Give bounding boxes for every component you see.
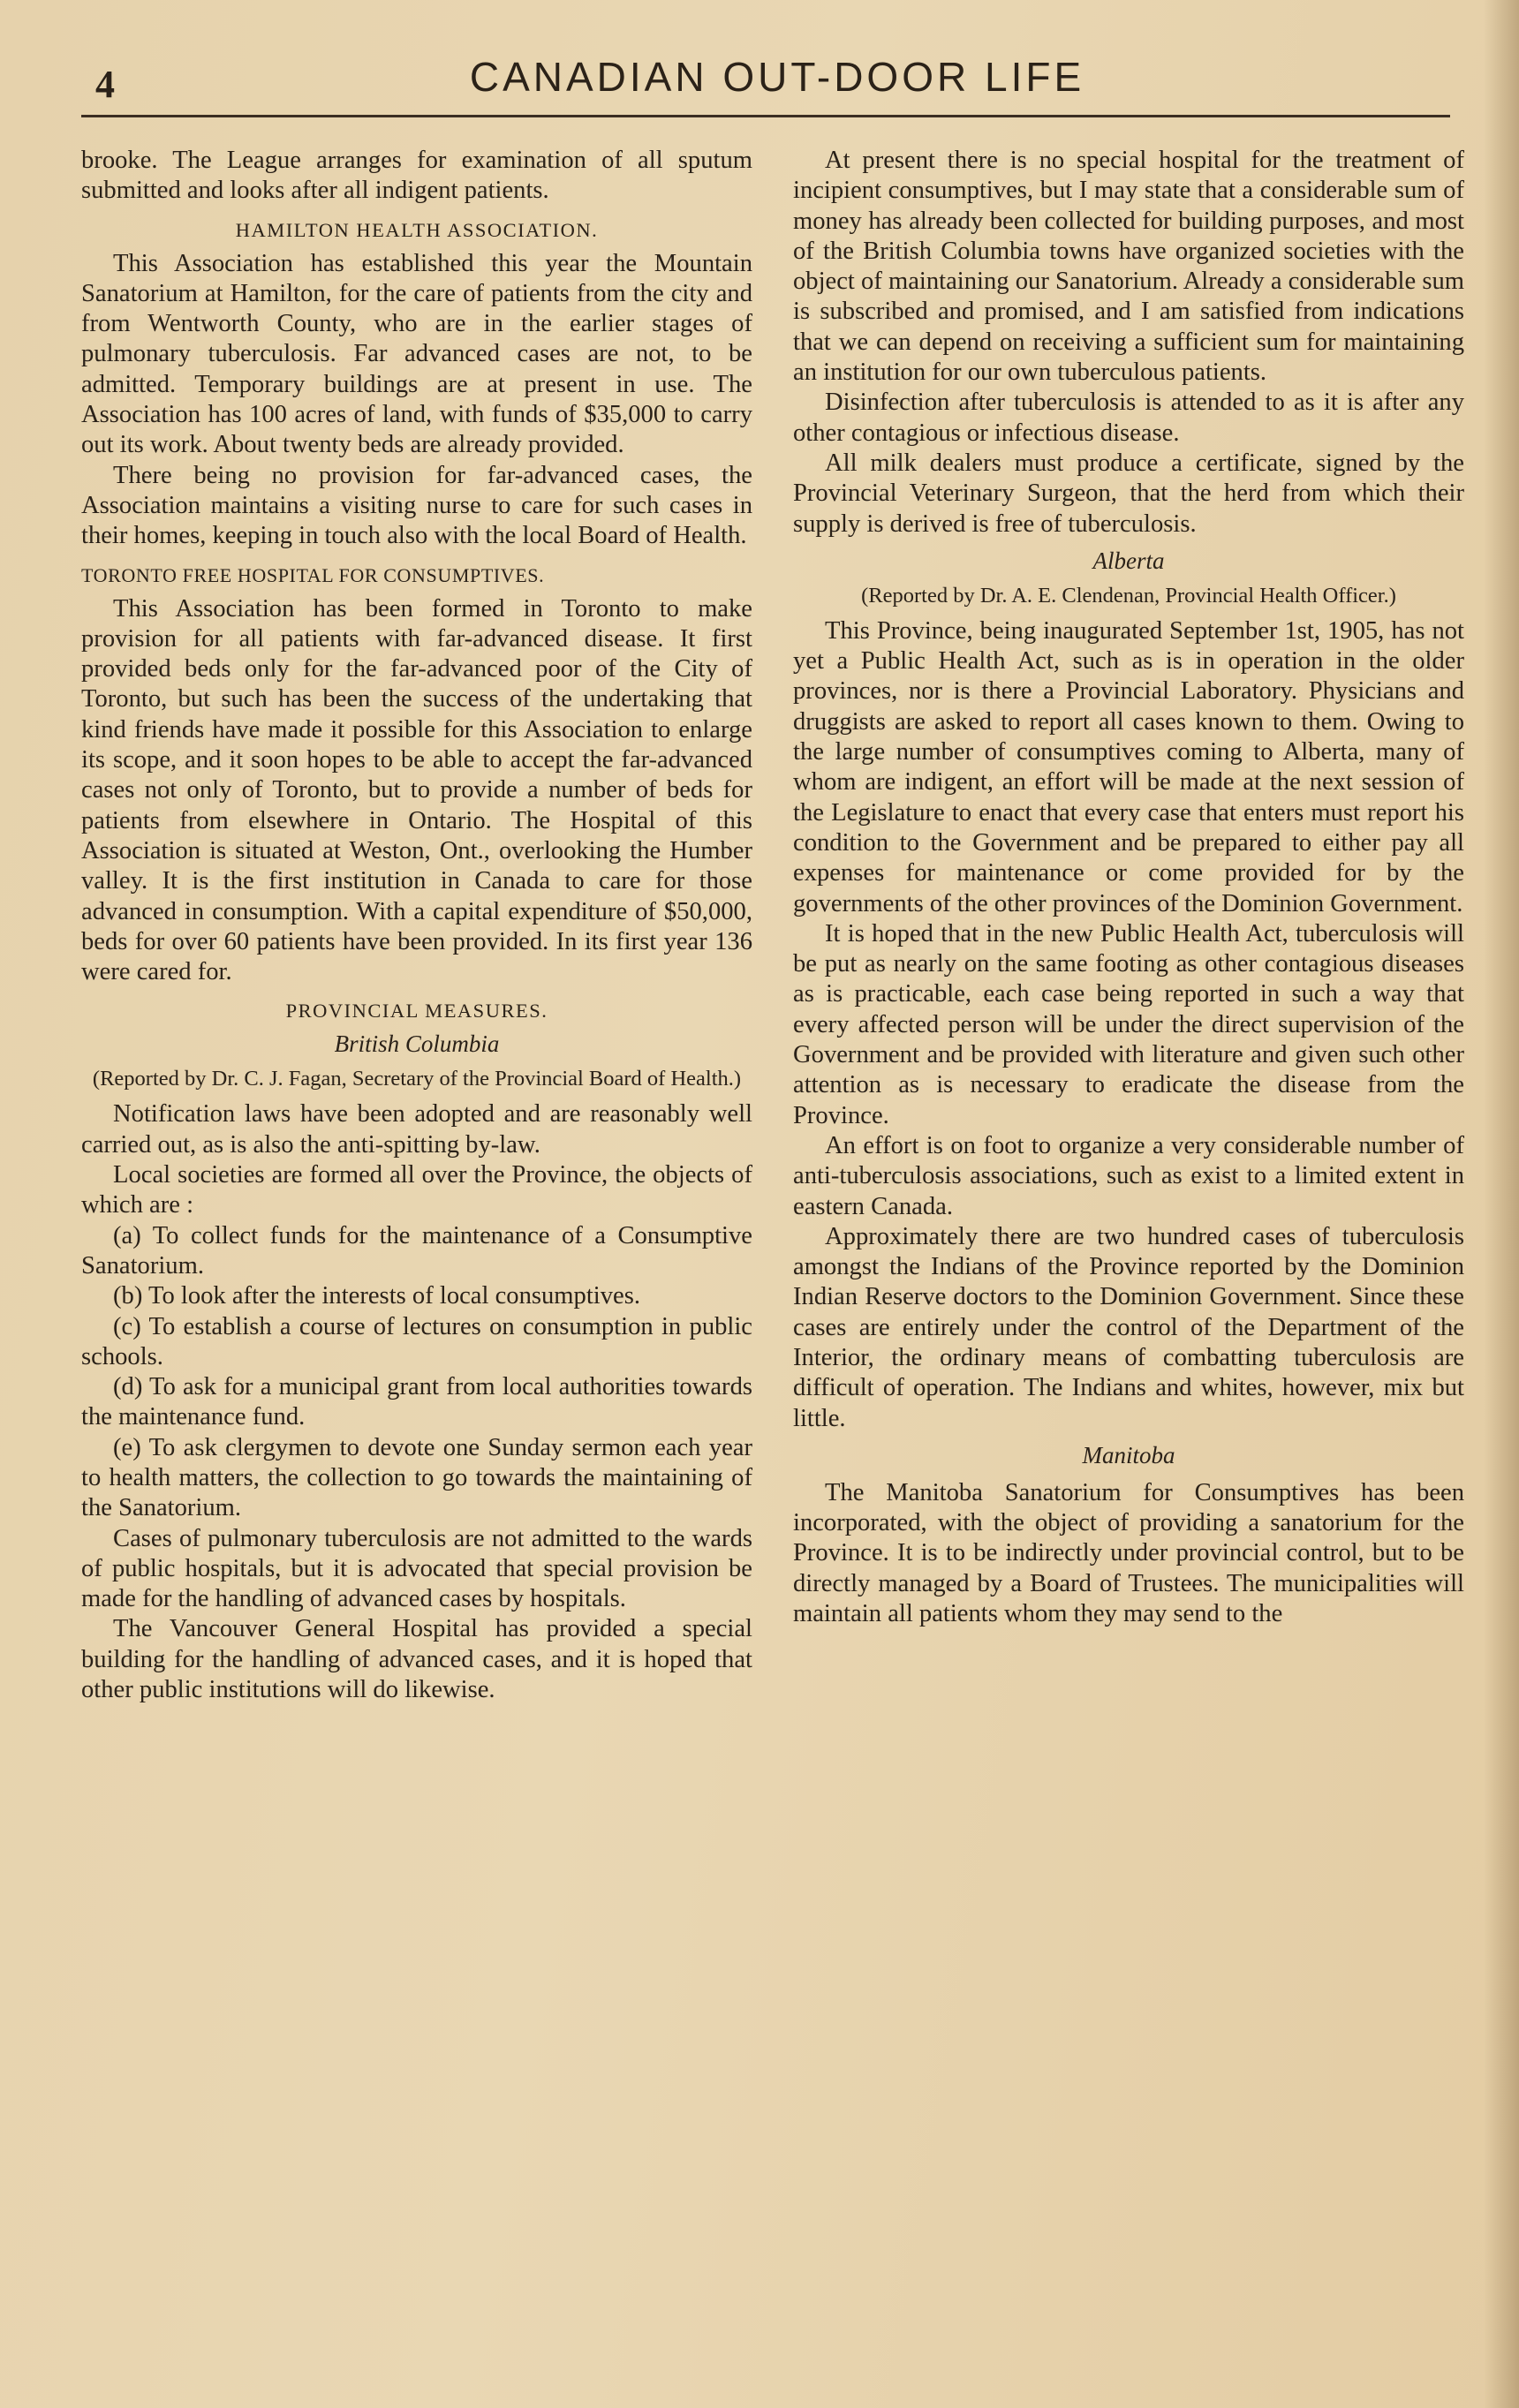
page-edge-shadow <box>1484 0 1519 2408</box>
bc-paragraph-5: At present there is no special hospital for the treatment of incipient consumptives, but I may state that a considerable sum of money has already been collected for building purposes, and most of the British Columbia towns have organized societies with the object of maintaining our Sanatorium. Already a considerable sum is subscribed and promised, and I am satisfied from indications that we can depend on receiving a sufficient sum for maintaining an institution for our own tuberculous patients. <box>793 147 1464 387</box>
toronto-paragraph: This Association has been formed in Toronto to make provision for all patients with far-advanced disease. It first provided beds only for the far-advanced poor of the City of Toronto, but such has been the success of the undertaking that kind friends have made it possible for this Association to enlarge its scope, and it soon hopes to be able to accept the far-advanced cases not only of Toronto, but to provide a number of beds for patients from elsewhere in Ontario. The Hospital of this Association is situated at Weston, Ont., overlooking the Humber valley. It is the first institution in Canada to care for those advanced in consumption. With a capital expenditure of $50,000, beds for over 60 patients have been provided. In its first year 136 were cared for. <box>81 594 752 986</box>
alberta-paragraph-2: It is hoped that in the new Public Health Act, tuberculosis will be put as nearly on the same footing as other contagious diseases as is practicable, each case being reported in such a way that every affected person will be under the direct supervision of the Government and be provided with literature and given such other attention as is necessary to eradicate the disease from the Province. <box>793 919 1464 1129</box>
alberta-paragraph-4: Approximately there are two hundred cases of tuberculosis amongst the Indians of the Province reported by the Dominion Indian Reserve doctors to the Dominion Government. Since these cases are entirely under the control of the Department of the Interior, the ordinary means of combatting tuberculosis are difficult of operation. The Indians and whites, however, mix but little. <box>793 1222 1464 1432</box>
alberta-paragraph-3: An effort is on foot to organize a very considerable number of anti-tuberculosis associations, such as exist to a limited extent in eastern Canada. <box>793 1131 1464 1220</box>
hamilton-paragraph-1: This Association has established this year the Mountain Sanatorium at Hamilton, for the care of patients from the city and from Wentworth County, who are in the earlier stages of pulmonary tuberculosis. Far advanced cases are not, to be admitted. Temporary buildings are at present in use. The Association has 100 acres of land, with funds of $35,000 to carry out its work. About twenty beds are already provided. <box>81 249 752 459</box>
bc-paragraph-6: Disinfection after tuberculosis is attended to as it is after any other contagious or infectious disease. <box>793 389 1464 447</box>
page-number: 4 <box>95 63 116 106</box>
british-columbia-subheading: British Columbia <box>334 1030 500 1058</box>
alberta-subheading: Alberta <box>1092 547 1165 574</box>
right-column <box>793 146 1464 1629</box>
bc-item-a: (a) To collect funds for the maintenance of a Consumptive Sanatorium. <box>81 1221 752 1279</box>
provincial-heading: PROVINCIAL MEASURES. <box>285 1000 548 1023</box>
bc-item-c: (c) To establish a course of lectures on consumption in public schools. <box>81 1312 752 1370</box>
bc-item-d: (d) To ask for a municipal grant from local authorities towards the maintenance fund. <box>81 1373 752 1431</box>
running-title: CANADIAN OUT-DOOR LIFE <box>469 54 1085 100</box>
bc-paragraph-7: All milk dealers must produce a certificate, signed by the Provincial Veterinary Surgeon, that the herd from which their supply is derived is free of tuberculosis. <box>793 449 1464 538</box>
left-column <box>81 146 752 1705</box>
manitoba-paragraph-1: The Manitoba Sanatorium for Consumptives has been incorporated, with the object of providing a sanatorium for the Province. It is to be indirectly under provincial control, but to be directly managed by a Board of Trustees. The municipalities will maintain all patients whom they may send to the <box>793 1478 1464 1628</box>
header-rule <box>81 115 1450 117</box>
bc-paragraph-1: Notification laws have been adopted and are reasonably well carried out, as is also the anti-spitting by-law. <box>81 1100 752 1159</box>
hamilton-heading: HAMILTON HEALTH ASSOCIATION. <box>235 218 599 241</box>
bc-item-b: (b) To look after the interests of local consumptives. <box>113 1282 640 1310</box>
bc-paragraph-3: Cases of pulmonary tuberculosis are not admitted to the wards of public hospitals, but it is advocated that special provision be made for the handling of advanced cases by hospitals. <box>81 1524 752 1613</box>
bc-paragraph-4: The Vancouver General Hospital has provided a special building for the handling of advanced cases, and it is hoped that other public institutions will do likewise. <box>81 1615 752 1704</box>
toronto-heading: TORONTO FREE HOSPITAL FOR CONSUMPTIVES. <box>81 563 545 586</box>
hamilton-paragraph-2: There being no provision for far-advanced cases, the Association maintains a visiting nurse to care for such cases in their homes, keeping in touch also with the local Board of Health. <box>81 461 752 550</box>
manitoba-subheading: Manitoba <box>1082 1441 1175 1468</box>
intro-paragraph: brooke. The League arranges for examination of all sputum submitted and looks after all indigent patients. <box>81 147 752 205</box>
bc-reported-by: (Reported by Dr. C. J. Fagan, Secretary of the Provincial Board of Health.) <box>92 1067 742 1091</box>
alberta-reported-by: (Reported by Dr. A. E. Clendenan, Provincial Health Officer.) <box>861 583 1396 608</box>
alberta-paragraph-1: This Province, being inaugurated September 1st, 1905, has not yet a Public Health Act, such as is in operation in the older provinces, nor is there a Provincial Laboratory. Physicians and druggists are asked to report all cases known to them. Owing to the large number of consumptives coming to Alberta, many of whom are indigent, an effort will be made at the next session of the Legislature to enact that every case that enters must report his condition to the Government and be prepared to either pay all expenses for maintenance or come provided for by the governments of the other provinces of the Dominion Government. <box>793 616 1464 917</box>
bc-item-e: (e) To ask clergymen to devote one Sunday sermon each year to health matters, the collection to go towards the maintaining of the Sanatorium. <box>81 1433 752 1522</box>
bc-paragraph-2: Local societies are formed all over the Province, the objects of which are : <box>81 1161 752 1219</box>
